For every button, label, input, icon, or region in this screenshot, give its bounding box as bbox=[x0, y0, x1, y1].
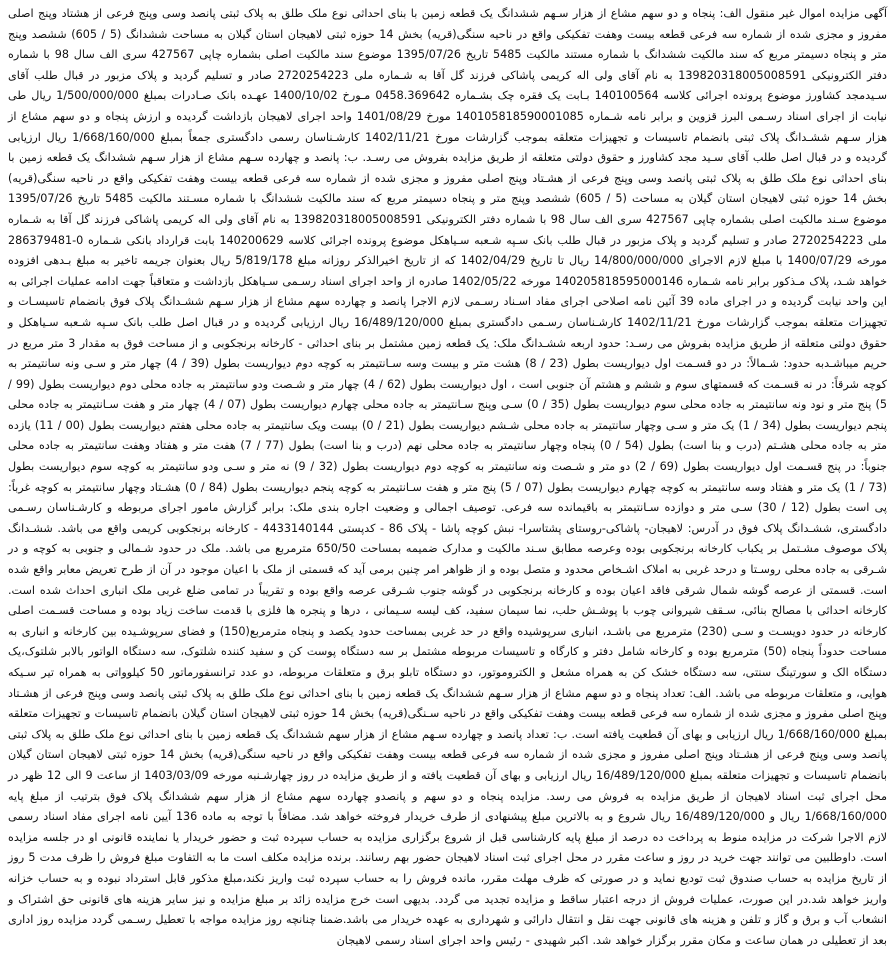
notice-body-text: آگهی مزایده اموال غیر منقول الف: پنجاه و دو سهم مشاع از هزار سـهم ششدانگ یک قطعه زمین با بنای احداثی نوع ملک طلق به پلاک ثبتی پانصد وسی وپنج فرعی از هشتاد وپنج اصلی مفروز و مجزی شده از شماره سه فرعی قطعه بیست وهفت تفکیکی واقع در ناحیه سنگی(قریه) بخش 14 حوزه ثبتی لاهیجان استان گیلان به مساحت ششدانگ (5 / 605) ششصد وپنج متر و پنجاه دسیمتر مربع که سند مالکیت ششدانگ با شماره مستند مالکیت 5485 تاریخ 1395/07/26 موضوع سند مالکیت اصلی بشماره چاپی 427567 سری الف سال 98 با شماره دفتر الکترونیکی 139820318005008591 به نام آقای ولی اله کریمی پاشاکی فرزند گل آقا به شـماره ملی 2720254223 صادر و تسلیم گردید و پلاک مزبور در قبال طلب آقای سـیدمجد کشاورز موضوع پرونده اجرائی کلاسه 140100564 بـابت یک فقره چک بشـماره 0458.369642 مـورخ 1400/10/02 عهـده بانک صـادرات بمبلغ 1/500/000/000 ریال طی نیابت از اجرای اسناد رسـمی البرز قزوین و برابر نامه شـماره 140105818590001085 مورخ 1401/08/29 واحد اجرای لاهیجان بازداشت گردیده و ارزش پنجاه و دو سهم مشاع از هزار سـهم ششـدانگ پلاک ثبتی بانضمام تاسیسات و تجهیزات متعلقه بموجب گزارشات مورخ 1402/11/21 کارشـناسان رسمی دادگستری جمعاً بمبلغ 1/668/160/000 ریال ارزیابی گردیده و در قبال اصل طلب آقای سـید مجد کشاورز و حقوق دولتی متعلقه از طریق مزایده بفروش می رسـد. ب: پانصد و چهارده سـهم مشاع از هزار سـهم ششدانگ یک قطعه زمین با بنای احداثی نوع ملک طلق به پلاک ثبتی پانصد وسی وپنج فرعی از هشـتاد وپنج اصلی مفروز و مجزی شده از شماره سه فرعی قطعه بیست وهفت تفکیکی واقع در ناحیه سنگی(قریه) بخش 14 حوزه ثبتی لاهیجان استان گیلان به مساحت (5 / 605) ششصد وپنج متر و پنجاه دسیمتر مربع که سند مالکیت ششدانگ با شماره مسـتند مالکیت 5485 تاریخ 1395/07/26 موضوع سـند مالکیت اصلی بشماره چاپی 427567 سری الف سال 98 با شماره دفتر الکترونیکی 139820318005008591 به نام آقای ولی اله کریمی پاشاکی فرزند گل آقا به شـماره ملی 2720254223 صادر و تسلیم گردید و پلاک مزبور در قبال طلب بانک سـپه شـعبه سـیاهکل موضوع پرونده اجرائی کلاسه 140200629 بابت قرارداد بانکی شـماره 0-286379481 مورخه 1400/07/29 با مبلغ لازم الاجرای 14/800/000/000 ریال تا تاریخ 1402/04/29 که از تاریخ اخیرالذکر روزانه مبلغ 5/819/178 ریال بعنوان جریمه تاخیر به مبلغ بـدهی افزوده خواهد شـد، پلاک مـذکور برابر نامه شـماره 140205818595000146 مورخه 1402/05/22 صادره از واحد اجرای اسناد رسـمی سـیاهکل بازداشت و متعاقباً جهت ادامه عملیات اجرائی به این واحد نیابت گردیده و در اجرای ماده 39 آئین نامه اصلاحی اجرای مفاد اسـناد رسـمی لازم الاجرا پانصد و چهارده سهم مشاع از هزار سـهم ششـدانگ پلاک فوق بانضمام تاسیسـات و تجهیزات متعلقه بموجب گزارشات مورخ 1402/11/21 کارشـناسان رسـمی دادگستری بمبلغ 16/489/120/000 ریال ارزیابی گردیده و در قبال اصل طلب بانک سـپه شـعبه سـیاهکل و حقوق دولتی متعلقه از طریق مزایده بفروش می رسـد: حدود اربعه ششـدانگ ملک: یک قطعه زمین مشتمل بر بنای احداثی - کارخانه برنجکوبی و از مساحت فوق به مقدار 3 متر مربع در حریم میباشـدبه حدود: شـمالاً: در دو قسـمت اول دیواریست بطول (23 / 8) هشت متر و بیست وسه سـانتیمتر به کوچه دوم دیواریست بطول (39 / 4) چهار متر و سـی ونه سانتیمتر به کوچه شرقاً: در نه قسـمت که قسمتهای سوم و ششم و هشتم آن جنوبی است ، اول دیواریست بطول (62 / 4) چهار متر و شـصت ودو سانتیمتر به جاده محلی دوم دیواریست بطول (99 / 5) پنج متر و نود ونه سانتیمتر به جاده محلی سوم دیواریست بطول (35 / 0) سـی وپنج سـانتیمتر به جاده محلی چهارم دیواریست بطول (07 / 4) چهار متر و هفت سـانتیمتر به جاده محلی پنجم دیواریست بطول (34 / 1) یک متر و سـی وچهار سانتیمتر به جاده محلی شـشم دیواریست بطول (21 / 0) بیست ویک سانتیمتر به جاده محلی هفتم دیواریست بطول (00 / 11) یازده متر به جاده محلی هشـتم (درب و بنا است) بطول (54 / 0) پنجاه وچهار سانتیمتر به جاده محلی نهم (درب و بنا است) بطول (77 / 7) هفت متر و هفتاد وهفت سانتیمتر به جاده محلی جنوباً: در پنج قسـمت اول دیواریست بطول (69 / 2) دو متر و شـصت ونه سانتیمتر به کوچه دوم دیواریست بطول (32 / 9) نه متر و سـی ودو سانتیمتر به کوچه سوم دیواریست بطول (73 / 1) یک متر و هفتاد وسه سانتیمتر به کوچه چهارم دیواریست بطول (07 / 5) پنج متر و هفت سـانتیمتر به کوچه پنجم دیواریست بطول (84 / 0) هشـتاد وچهار سانتیمتر به کوچه غرباً: پی است بطول (12 / 30) سـی متر و دوازده سـانتیمتر به باقیمانده سه فرعی. توصیف اجمالی و وضعیت اجاره بندی ملک: برابر گزارش مامور اجرای مربوطه و کارشـناسان رسـمی دادگستری، ششـدانگ پلاک فوق در آدرس: لاهیجان- پاشاکی-روستای پشتاسرا- نبش کوچه پاشا - پلاک 86 - کدپستی 4433140144 - کارخانه برنجکوبی کریمی واقع می باشد. ششـدانگ پلاک موصوف مشـتمل بر یکباب کارخانه برنجکوبی بوده وعرصه مطابق سـند مالکیت و مدارک ضمیمه بمساحت 650/50 مترمربع می باشد. ملک در حدود شـمالی و جنوبی به کوچه و در شـرقی به جاده محلی روسـتا و درحد غربی به املاک اشـخاص محدود و متصل بوده و از ظواهر امر چنین برمی آید که قسمتی از ملک با اعیان موجود در آن از طرح تعریض معابر واقع شده است. قسمتی از عرصه گوشه شمال شرقی فاقد اعیان بوده و کارخانه برنجکوبی در گوشه جنوب شـرقی عرصه واقع بوده و تقریباً در تمامی ضلع غربی ملک انباری احداث شده است. کارخانه احداثی با مصالح بنائی، سـقف شیروانی چوب با پوشـش حلب، نما سیمان سفید، کف لیسه سـیمانی ، درها و پنجره ها فلزی با قدمت ساخت زیاد بوده و مساحت قسـمت اصلی کارخانه در حدود دویسـت و سـی (230) مترمربع می باشـد، انباری سرپوشیده واقع در حد غربی بمساحت حدود یکصد و پنجاه مترمربع(150) و فضای سرپوشـیده بین کارخانه و انباری به مساحت حدوداً پنجاه (50) مترمربع بوده و کارخانه شامل دفتر و کارگاه و تاسیسات مربوطه مشتمل بر سه دستگاه پوست کن و سفید کننده شلتوک، سه دستگاه الواتور بالابر شلتوک،یک دستگاه الک و سورتینگ سنتی، سه دستگاه خشک کن به همراه مشعل و الکتروموتور، دو دستگاه تابلو برق و متعلقات مربوطه، دو عدد ترانسفورماتور 50 کیلوواتی به همراه تیر سـیکه هوایی، و متعلقات مربوطه می باشد. الف: تعداد پنجاه و دو سهم مشاع از هزار سـهم ششدانگ یک قطعه زمین با بنای احداثی نوع ملک طلق به پلاک ثبتی پانصد وسی وپنج فرعی از هشـتاد وپنج اصلی مفروز و مجزی شده از شماره سه فرعی قطعه بیست وهفت تفکیکی واقع در ناحیه سـنگی(قریه) بخش 14 حوزه ثبتی لاهیجان استان گیلان بانضمام تاسیسات و تجهیزات متعلقه بمبلغ 1/668/160/000 ریال ارزیابی و بهای آن قطعیت یافته است. ب: تعداد پانصد و چهارده سـهم مشاع از هزار سهم ششدانگ یک قطعه زمین با بنای احداثی نوع ملک طلق به پلاک ثبتی پانصد وسی وپنج فرعی از هشـتاد وپنج اصلی مفروز و مجزی شده از شماره سه فرعی قطعه بیست وهفت تفکیکی واقع در ناحیه سنگی(قریه) بخش 14 حوزه ثبتی لاهیجان استان گیلان بانضمام تاسیسات و تجهیزات متعلقه بمبلغ 16/489/120/000 ریال ارزیابی و بهای آن قطعیت یافته و از طریق مزایده در روز چهارشـنبه مورخه 1403/03/09 از ساعت 9 الی 12 ظهر در محل اجرای ثبت اسناد لاهیجان از طریق مزایده به فروش می رسد. مزایده پنجاه و دو سهم و پانصدو چهارده سهم مشاع از هزار سهم ششدانگ پلاک فوق بترتیب از مبلغ پایه 1/668/160/000 ریال و 16/489/120/000 ریال شروع و به بالاترین مبلغ پیشنهادی از طرف خریدار فروخته خواهد شد. مضافاً با توجه به ماده 136 آیین نامه اجرای مفاد اسناد رسمی لازم الاجرا شرکت در مزایده منوط به پرداخت ده درصد از مبلغ پایه کارشناسی قبل از شروع برگزاری مزایده به حساب سپرده ثبت و حضور خریدار یا نماینده قانونی او در جلسه مزایده است. داوطلبین می توانند جهت خرید در روز و ساعت مقرر در محل اجرای ثبت اسناد لاهیجان حضور بهم رسانند. برنده مزایده مکلف است ما به التفاوت مبلغ فروش را ظرف مدت 5 روز از تاریخ مزایده به حساب صندوق ثبت تودیع نماید و در صورتی که ظرف مهلت مقرر، مانده فروش را به حساب سپرده ثبت واریز نکند،مبلغ مذکور قابل استرداد نبوده و به حساب خزانه واریز خواهد شد.در این صورت، عملیات فروش از درجه اعتبار ساقط و مزایده تجدید می گردد. بدیهی است خرج مزایده زائد بر مبلغ مزایده و نیز سایر هزینه های قانونی حق اشتراک و انشعاب آب و برق و گاز و تلفن و هزینه های قانونی جهت نقل و انتقال دارائی و شهرداری به عهده خریدار می باشد.ضمنا چنانچه روز مزایده مواجه با تعطیل رسـمی گردد مزایده روز اداری بعد از تعطیلی در همان ساعت و مکان مقرر برگزار خواهد شد. اکبر شهیدی - رئیس واحد اجرای اسناد رسمی لاهیجان bbox=[8, 7, 888, 947]
auction-notice bbox=[8, 4, 887, 951]
